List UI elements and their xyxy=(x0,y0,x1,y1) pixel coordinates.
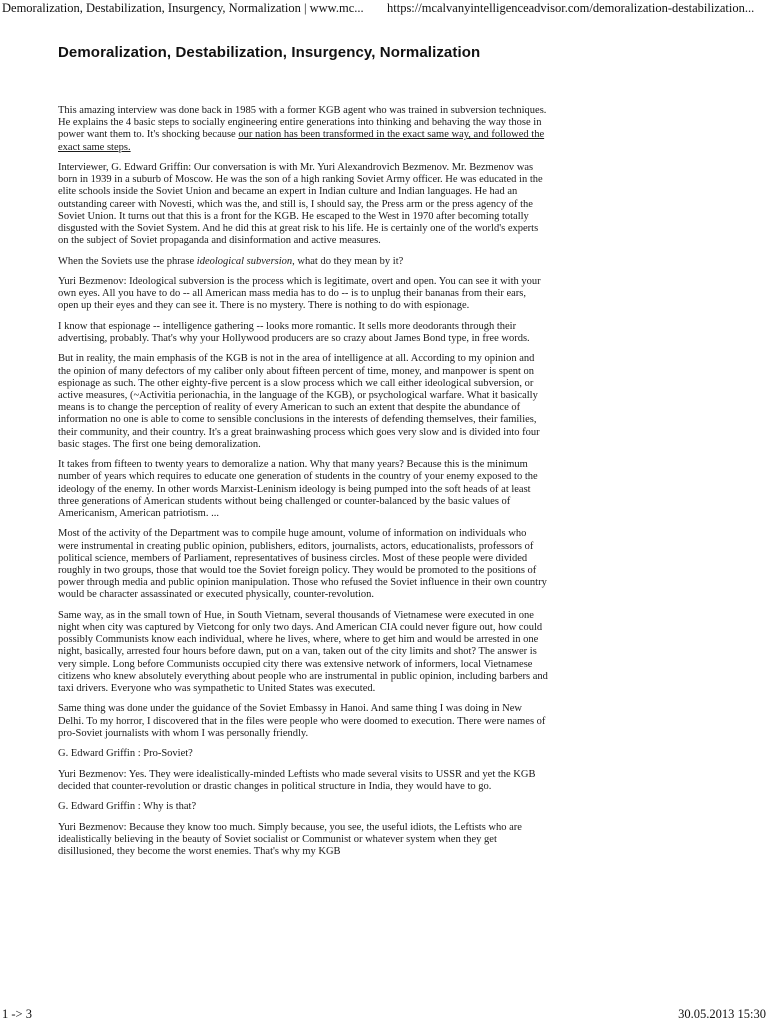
intro-link[interactable]: our nation has been transformed in the exact same way, and followed the exact same steps. xyxy=(58,129,545,153)
print-footer xyxy=(0,1006,768,1024)
article-body xyxy=(58,105,548,866)
intro-paragraph xyxy=(58,105,548,154)
hanoi-paragraph: Same thing was done under the guidance of the Soviet Embassy in Hanoi. And same thing I was doing in New Delhi. To my horror, I discovered that in the files were people who were doomed to execution. There were names of pro-Soviet journalists with whom I was personally friendly. xyxy=(58,703,546,739)
intro-text: This amazing interview was done back in 1985 with a former KGB agent who was trained in subversion techniques. He explains the 4 basic steps to socially engineering entire generations into thinking and behaving the way those in power want them to. It's shocking because xyxy=(58,105,547,141)
question-paragraph xyxy=(58,256,548,268)
question-text-after: , what do they mean by it? xyxy=(292,255,404,267)
kgb-emphasis-paragraph: But in reality, the main emphasis of the KGB is not in the area of intelligence at all. According to my opinion and the opinion of many defectors of my caliber only about fifteen percent of time, money, and manpower is spent on espionage as such. The other eighty-five percent is a slow process which we call either ideological subversion, or active measures, (~Activitia perionachia, in the language of the KGB), or psychological warfare. What it basically means is to change the perception of reality of every American to such an extent that despite the abundance of information no one is able to come to sensible conclusions in the interests of defending themselves, their families, their community, and their country. It's a great brainwashing process which goes very slow and is divided into four basic stages. The first one being demoralization. xyxy=(58,353,540,450)
griffin-why-question: G. Edward Griffin : Why is that? xyxy=(58,801,197,813)
question-italic-phrase: ideological subversion xyxy=(196,255,293,267)
page-counter: 1 -> 3 xyxy=(2,1007,32,1021)
article-title: Demoralization, Destabilization, Insurgency, Normalization xyxy=(58,44,481,61)
interviewer-paragraph: Interviewer, G. Edward Griffin: Our conversation is with Mr. Yuri Alexandrovich Bezmenov. Mr. Bezmenov was born in 1939 in a suburb of Moscow. He was the son of a high ranking Soviet Army officer. He was educated in the elite schools inside the Soviet Union and became an expert in Indian culture and Indian languages. He had an outstanding career with Novesti, which was the, and still is, I should say, the Press arm or the press agency of the Soviet Union. It turns out that this is a front for the KGB. He escaped to the West in 1970 after becoming totally disgusted with the Soviet System. And he did this at great risk to his life. He is certainly one of the world's experts on the subject of Soviet propaganda and disinformation and active measures. xyxy=(58,162,543,247)
espionage-paragraph: I know that espionage -- intelligence gathering -- looks more romantic. It sells more deodorants through their advertising, probably. That's why your Hollywood producers are so crazy about James Bond type, in free words. xyxy=(58,320,530,344)
ideological-subversion-paragraph: Yuri Bezmenov: Ideological subversion is the process which is legitimate, overt and open. You can see it with your own eyes. All you have to do -- all American mass media has to do -- is to unplug their bananas from their ears, open up their eyes and they can see it. There is no mystery. There is nothing to do with espionage. xyxy=(58,276,541,312)
useful-idiots-paragraph: Yuri Bezmenov: Because they know too much. Simply because, you see, the useful idiots, the Leftists who are idealistically believing in the beauty of Soviet socialist or Communist or whatever system when they get disillusioned, they become the worst enemies. That's why my KGB xyxy=(58,821,522,857)
hue-paragraph: Same way, as in the small town of Hue, in South Vietnam, several thousands of Vietnamese were executed in one night when city was captured by Vietcong for only two days. And American CIA could never figure out, how could possibly Communists know each individual, where he lives, where, where to get him and would be arrested in one night, basically, arrested four hours before dawn, put on a van, taken out of the city limits and shot? The answer is very simple. Long before Communists occupied city there was extensive network of informers, local Vietnamese citizens who knew absolutely everything about people who are instrumental in public opinion, including barbers and taxi drivers. Everyone who was sympathetic to United States was executed. xyxy=(58,609,548,695)
department-paragraph: Most of the activity of the Department was to compile huge amount, volume of information on individuals who were instrumental in creating public opinion, publishers, editors, journalists, actors, educationalists, professors of political science, members of Parliament, representatives of business circles. Most of these people were divided roughly in two groups, those that would toe the Soviet foreign policy. They would be promoted to the positions of power through media and public opinion manipulation. Those who refused the Soviet influence in their own country would be character assassinated or executed physically, counter-revolution. xyxy=(58,528,547,601)
griffin-pro-soviet-question: G. Edward Griffin : Pro-Soviet? xyxy=(58,748,193,760)
article xyxy=(58,44,548,857)
question-text-before: When the Soviets use the phrase xyxy=(58,255,197,267)
demoralization-paragraph: It takes from fifteen to twenty years to demoralize a nation. Why that many years? Because this is the minimum number of years which requires to educate one generation of students in the country of your enemy exposed to the ideology of the enemy. In other words Marxist-Leninism ideology is being pumped into the soft heads of at least three generations of American students without being challenged or counter-balanced by the basic values of Americanism, American patriotism. ... xyxy=(58,459,538,520)
bezmenov-yes-paragraph: Yuri Bezmenov: Yes. They were idealistically-minded Leftists who made several visits to USSR and yet the KGB decided that counter-revolution or drastic changes in political structure in India, they would have to go. xyxy=(58,768,536,792)
print-header-title: Demoralization, Destabilization, Insurgency, Normalization | www.mc... xyxy=(2,1,364,15)
print-header xyxy=(0,0,768,18)
print-header-url: https://mcalvanyintelligenceadvisor.com/demoralization-destabilization... xyxy=(387,1,755,15)
print-timestamp: 30.05.2013 15:30 xyxy=(678,1007,766,1021)
